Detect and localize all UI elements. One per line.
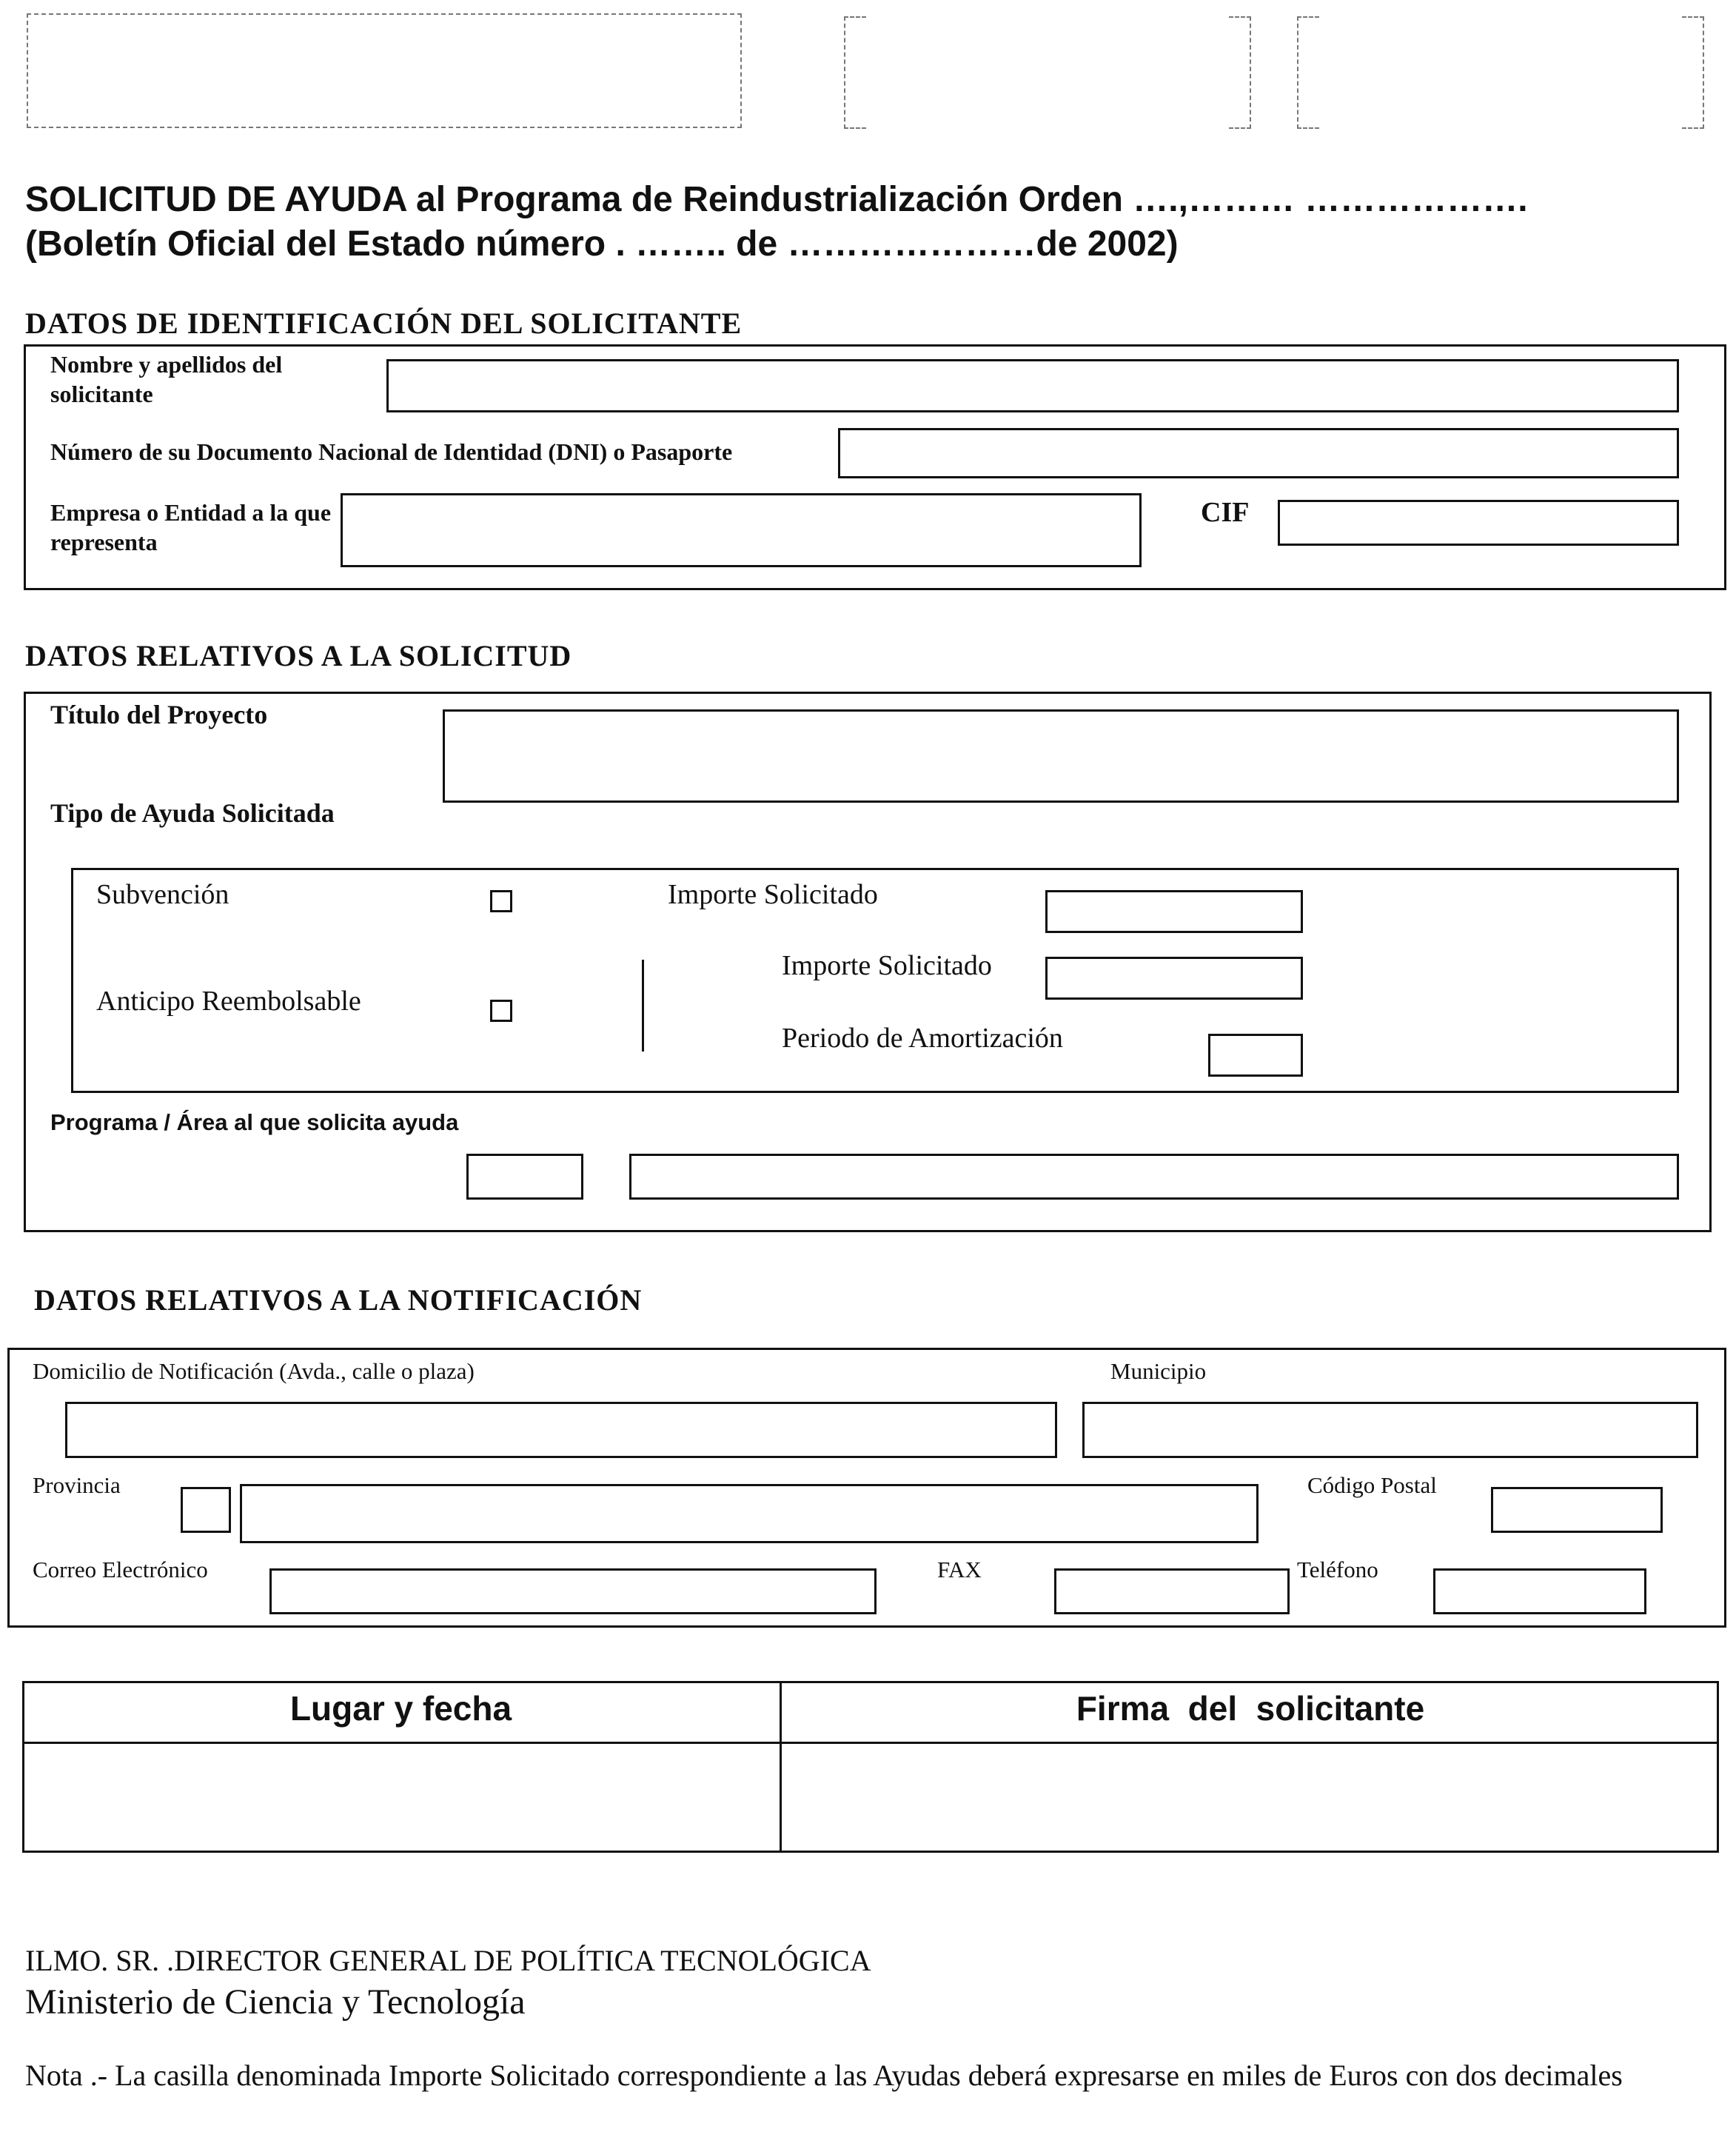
email-field[interactable] (269, 1568, 877, 1614)
cif-label: CIF (1201, 497, 1250, 528)
importe-label-2: Importe Solicitado (782, 950, 992, 981)
cif-field[interactable] (1278, 500, 1679, 546)
codigo-postal-field[interactable] (1491, 1487, 1663, 1533)
ministry-line: Ministerio de Ciencia y Tecnología (25, 1982, 526, 2022)
subvencion-label: Subvención (96, 879, 229, 910)
codigo-postal-label: Código Postal (1307, 1472, 1437, 1498)
form-title-line1: SOLICITUD DE AYUDA al Programa de Reindustrialización Orden ….,……… ………………. (25, 180, 1528, 219)
programa-area-field[interactable] (629, 1154, 1679, 1200)
domicilio-field[interactable] (65, 1402, 1057, 1458)
email-label: Correo Electrónico (33, 1557, 208, 1582)
section-heading-solicitud: DATOS RELATIVOS A LA SOLICITUD (25, 639, 572, 672)
bracket-left-2 (1297, 16, 1319, 129)
provincia-label: Provincia (33, 1472, 121, 1498)
nombre-field[interactable] (386, 359, 1679, 412)
bracket-right-2 (1682, 16, 1704, 129)
municipio-field[interactable] (1082, 1402, 1698, 1458)
titulo-label: Título del Proyecto (50, 700, 268, 729)
telefono-field[interactable] (1433, 1568, 1646, 1614)
section-heading-identificacion: DATOS DE IDENTIFICACIÓN DEL SOLICITANTE (25, 307, 743, 340)
empresa-field[interactable] (341, 493, 1142, 567)
form-title-line2: (Boletín Oficial del Estado número . …….. de …………………de 2002) (25, 224, 1179, 264)
subvencion-checkbox[interactable] (490, 890, 512, 912)
fax-field[interactable] (1054, 1568, 1290, 1614)
provincia-codigo-field[interactable] (181, 1487, 231, 1533)
firma-table-row-divider (22, 1742, 1719, 1744)
periodo-field[interactable] (1208, 1034, 1303, 1077)
bracket-left-1 (844, 16, 866, 129)
dni-label: Número de su Documento Nacional de Identidad (DNI) o Pasaporte (50, 438, 733, 465)
bracket-right-1 (1229, 16, 1251, 129)
importe-anticipo-field[interactable] (1045, 957, 1303, 1000)
programa-codigo-field[interactable] (466, 1154, 583, 1200)
nombre-label: Nombre y apellidos del solicitante (50, 351, 283, 407)
provincia-field[interactable] (240, 1484, 1259, 1543)
nota-text: Nota .- La casilla denominada Importe Solicitado correspondiente a las Ayudas deberá expresarse en miles de Euros con dos decimales (25, 2059, 1623, 2092)
dni-field[interactable] (838, 428, 1679, 478)
empresa-label: Empresa o Entidad a la que representa (50, 499, 332, 555)
domicilio-label: Domicilio de Notificación (Avda., calle o plaza) (33, 1358, 475, 1384)
lugar-fecha-field[interactable] (25, 1745, 778, 1850)
importe-subvencion-field[interactable] (1045, 890, 1303, 933)
lugar-fecha-header: Lugar y fecha (289, 1689, 512, 1728)
fax-label: FAX (937, 1557, 982, 1582)
firma-solicitante-header: Firma del solicitante (1076, 1689, 1425, 1728)
periodo-label: Periodo de Amortización (782, 1023, 1063, 1054)
registro-box (27, 13, 742, 128)
firma-field[interactable] (783, 1745, 1716, 1850)
section-heading-notificacion: DATOS RELATIVOS A LA NOTIFICACIÓN (34, 1283, 643, 1317)
anticipo-checkbox[interactable] (490, 1000, 512, 1022)
importe-label-1: Importe Solicitado (668, 879, 878, 910)
municipio-label: Municipio (1110, 1358, 1207, 1384)
addressee-line: ILMO. SR. .DIRECTOR GENERAL DE POLÍTICA TECNOLÓGICA (25, 1944, 871, 1977)
anticipo-label: Anticipo Reembolsable (96, 986, 361, 1017)
telefono-label: Teléfono (1297, 1557, 1378, 1582)
tipo-label: Tipo de Ayuda Solicitada (50, 798, 335, 828)
programa-label: Programa / Área al que solicita ayuda (50, 1109, 459, 1135)
titulo-field[interactable] (443, 709, 1679, 803)
divider-line (642, 960, 644, 1052)
